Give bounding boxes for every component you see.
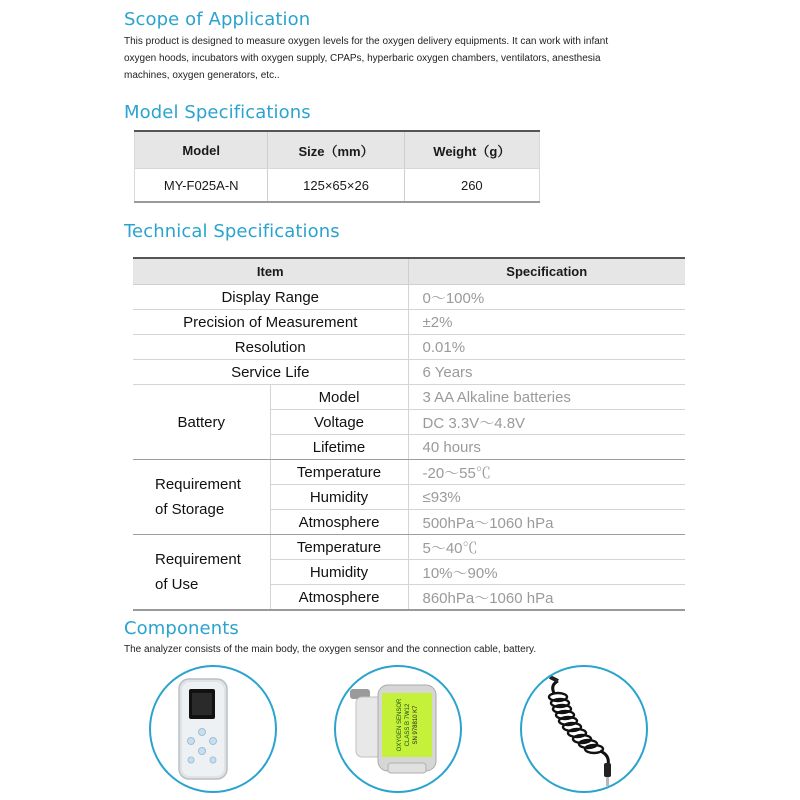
table-row xyxy=(133,335,685,360)
group-use-line1: Requirement xyxy=(155,551,241,568)
item-service-life: Service Life xyxy=(133,360,408,385)
sub-use-humidity: Humidity xyxy=(270,560,408,585)
sensor-label-line1: OXYGEN SENSOR xyxy=(397,698,403,752)
components-text: The analyzer consists of the main body, the oxygen sensor and the connection cable, battery. xyxy=(124,644,537,655)
spec-resolution: 0.01% xyxy=(408,335,685,360)
spec-service-life: 6 Years xyxy=(408,360,685,385)
item-resolution: Resolution xyxy=(133,335,408,360)
tech-specs-title: Technical Specifications xyxy=(124,221,340,242)
spec-battery-lifetime: 40 hours xyxy=(408,435,685,460)
group-use-line2: of Use xyxy=(155,576,199,593)
component-main-body-image xyxy=(149,665,277,793)
scope-title: Scope of Application xyxy=(124,9,311,30)
spec-use-humidity: 10%～90% xyxy=(408,560,685,585)
group-storage-line2: of Storage xyxy=(155,501,225,518)
model-specs-title: Model Specifications xyxy=(124,102,311,123)
scope-line: machines, oxygen generators, etc.. xyxy=(124,70,280,81)
sub-storage-temperature: Temperature xyxy=(270,460,408,485)
component-oxygen-sensor-image xyxy=(334,665,462,793)
group-storage-line1: Requirement xyxy=(155,476,241,493)
header-model: Model xyxy=(135,131,268,169)
sub-battery-lifetime: Lifetime xyxy=(270,435,408,460)
sensor-label-line3: SN 978810 K7 xyxy=(413,705,419,745)
model-specs-table xyxy=(134,130,540,203)
weight-value: 260 xyxy=(404,169,539,203)
table-row xyxy=(133,385,685,410)
sub-use-atmosphere: Atmosphere xyxy=(270,585,408,611)
scope-paragraph xyxy=(124,33,664,84)
table-row xyxy=(133,310,685,335)
spec-use-temperature: 5～40℃ xyxy=(408,535,685,560)
header-size: Size（mm） xyxy=(268,131,404,169)
table-header-row xyxy=(135,131,540,169)
spec-battery-voltage: DC 3.3V～4.8V xyxy=(408,410,685,435)
scope-line: This product is designed to measure oxygen levels for the oxygen delivery equipments. It can work with infant xyxy=(124,36,609,47)
sub-storage-humidity: Humidity xyxy=(270,485,408,510)
scope-line: oxygen hoods, incubators with oxygen supply, CPAPs, hyperbaric oxygen chambers, ventilators, anesthesia xyxy=(124,53,601,64)
group-storage xyxy=(133,460,270,535)
sub-storage-atmosphere: Atmosphere xyxy=(270,510,408,535)
header-specification: Specification xyxy=(408,258,685,285)
spec-storage-temperature: -20～55℃ xyxy=(408,460,685,485)
item-precision: Precision of Measurement xyxy=(133,310,408,335)
table-header-row xyxy=(133,258,685,285)
spec-storage-humidity: ≤93% xyxy=(408,485,685,510)
table-row xyxy=(133,535,685,560)
component-cable-image xyxy=(520,665,648,793)
sub-battery-model: Model xyxy=(270,385,408,410)
model-value: MY-F025A-N xyxy=(135,169,268,203)
sensor-label-line2: CLASS B 7W12 xyxy=(405,703,411,747)
table-row xyxy=(135,169,540,203)
tech-specs-table xyxy=(133,257,685,611)
table-row xyxy=(133,285,685,310)
item-display-range: Display Range xyxy=(133,285,408,310)
table-row xyxy=(133,360,685,385)
group-use xyxy=(133,535,270,611)
table-row xyxy=(133,460,685,485)
analyzer-device-icon xyxy=(151,667,275,791)
oxygen-sensor-icon xyxy=(336,667,460,791)
spec-battery-model: 3 AA Alkaline batteries xyxy=(408,385,685,410)
sub-battery-voltage: Voltage xyxy=(270,410,408,435)
header-weight: Weight（g） xyxy=(404,131,539,169)
coiled-cable-icon xyxy=(522,667,646,791)
group-battery: Battery xyxy=(133,385,270,460)
components-title: Components xyxy=(124,618,239,639)
spec-display-range: 0～100% xyxy=(408,285,685,310)
size-value: 125×65×26 xyxy=(268,169,404,203)
header-item: Item xyxy=(133,258,408,285)
sub-use-temperature: Temperature xyxy=(270,535,408,560)
spec-precision: ±2% xyxy=(408,310,685,335)
spec-storage-atmosphere: 500hPa～1060 hPa xyxy=(408,510,685,535)
spec-use-atmosphere: 860hPa～1060 hPa xyxy=(408,585,685,611)
